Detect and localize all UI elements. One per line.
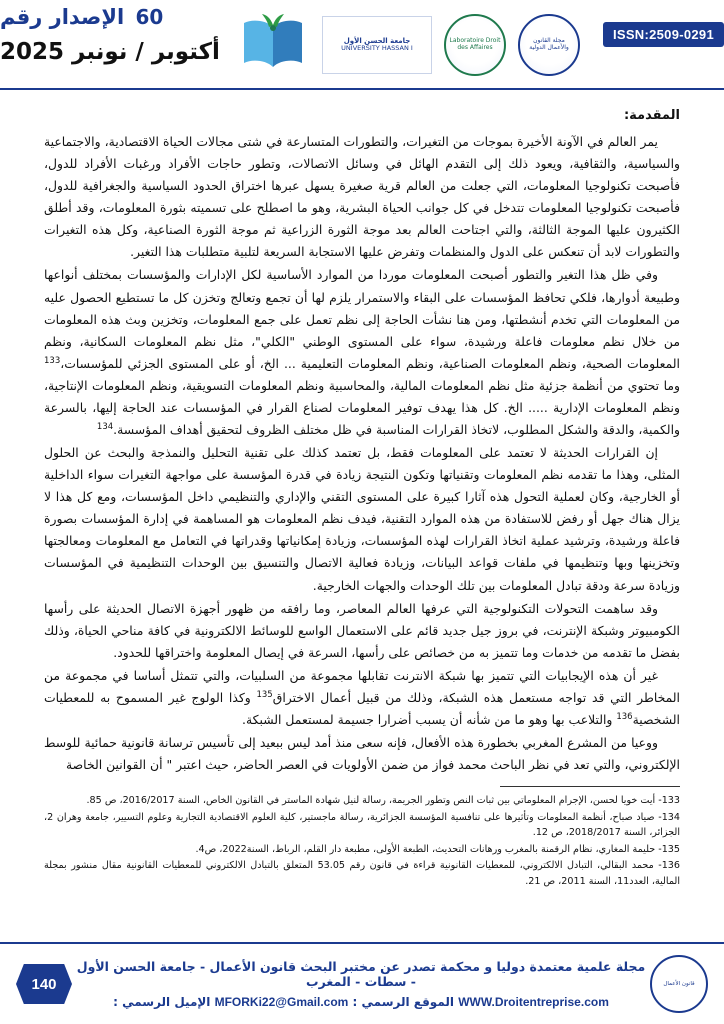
issue-line: [0, 6, 167, 29]
paragraph: يمر العالم في الآونة الأخيرة بموجات من التغيرات، والتطورات المتسارعة في شتى مجالات الحياة الاقتصادية، والاجتماعية والسياسية، والثقافية، ويعود ذلك إلى التقدم الهائل في وسائل الاتصالات، وتطور حاجات الأفراد ورغبات الأفراد للدول، فأصبحت تكنولوجيا المعلومات، التي جعلت من العالم قرية صغيرة يسهل عبرها اختراق الحدود السياسية والجغرافية للدول، فأصبحت تكنولوجيا المعلومات تتدخل في كل جوانب الحياة البشرية، وهو ما اصطلح على تسميته بثورة المعلومات، وقد أطلق الكثيرون عليها الموجة الثالثة، والتي اجتاحت العالم بعد موجة الثورة الزراعية ثم موجة الثورة الصناعية، وكل هذه التغيرات والتطورات لابد أن تنعكس على الدول والمنظمات وتفرض عليها الاستجابة السريعة لتلبية متطلبات هذا التغير.: [44, 134, 680, 260]
footer-description: مجلة علمية معتمدة دوليا و محكمة تصدر عن مختبر البحث قانون الأعمال - جامعة الحسن الأول - سطات - المغرب: [76, 959, 646, 989]
paragraph: وفي ظل هذا التغير والتطور أصبحت المعلومات موردا من الموارد الأساسية لكل الإدارات والمؤسسات بمختلف أنواعها وطبيعة أدوارها، فلكي تحافظ المؤسسات على البقاء والاستمرار يلزم لها أن تجمع وتعالج وتخزن كل ما تستطيع الحصول عليه من المعلومات التي تخدم أنشطتها، ومن هنا نشأت الحاجة إلى نظم تعمل على جمع المعلومات، وتخزين وبث هذه المعلومات من خلال نظم معلومات فاعلة ورشيدة، سواء على المستوى الوطني "الكلي"، مثل نظم المعلومات السكانية، ونظم المعلومات الصحية، ونظم المعلومات الصناعية، ونظم المعلومات التعليمية ... الخ، أو على المستوى الجزئي للمؤسسات،$^{133}$ وما تحتوي من أنظمة جزئية مثل نظم المعلومات المالية، والمحاسبية ونظم المعلومات التسويقية، ونظم المعلومات الإنتاجية، ونظم المعلومات الإدارية ..... الخ. كل هذا يهدف توفير المعلومات لصناع القرار في المؤسسات عند الحاجة إليها، بالسرعة والكمية، والدقة والشكل المطلوب، لاتخاذ القرارات المناسبة في ظل مختلف الظروف لتحقيق أهداف المؤسسة.$^{134}$: [44, 267, 680, 438]
journal-logo-icon: [518, 14, 580, 76]
header-left: [580, 0, 724, 88]
footnote-item: 135- حليمة المغاري، نظام الرقمنة بالمغرب ورهانات التحديث، الطبعة الأولى، مطبعة دار القلم، الرباط، السنة2022، ص4.: [195, 843, 680, 855]
footnote-item: 134- صياد صباح، أنظمة المعلومات وتأثيرها على تنافسية المؤسسة الجزائرية، رسالة ماجستير، كلية العلوم الاقتصادية التجارية وعلوم التسيير، جامعة وهران 2، الجزائر، السنة 2018/2017، ص 12.: [44, 811, 680, 839]
page-footer: [0, 942, 724, 1024]
footnote-item: 133- أيت خويا لحسن، الإجرام المعلوماتي بين ثبات النص وتطور الجريمة، رسالة لنيل شهادة الماستر في القانون الخاص، السنة 2016/2017، ص 85.: [86, 795, 680, 807]
journal-logo-text: مجلة القانون والأعمال الدولية: [529, 37, 569, 51]
footer-contact: [72, 995, 650, 1009]
laboratory-logo-icon: [444, 14, 506, 76]
page-header: [0, 0, 724, 90]
issue-number: 60: [131, 6, 167, 28]
page-number-badge: [16, 964, 72, 1004]
book-emblem-icon: [236, 12, 310, 78]
university-logo-subtext: UNIVERSITY HASSAN I: [341, 44, 413, 53]
university-logo-icon: [322, 16, 432, 74]
paragraph: وقد ساهمت التحولات التكنولوجية التي عرفها العالم المعاصر، وما رافقه من ظهور أجهزة الاتصال الحديثة على رأسها الكومبيوتر وشبكة الإنترنت، في بروز جيل جديد قائم على الاستعمال الواسع للوسائط الالكترونية في كافة مناحي الحياة، وذلك بفضل ما تقدمه من خدمات وما تتميز به من خصائص على رأسها، السرعة في إيصال المعلومة واختراقها للحدود.: [44, 600, 680, 660]
page-number: 140: [31, 975, 57, 993]
footnote-item: 136- محمد البقالي، التبادل الالكتروني، للمعطيات القانونية قراءة في قانون رقم 53.05 المتعلق بالتبادل الالكتروني للمعطيات القانونية مقال منشور بمجلة المالية، العدد11، السنة 2011، ص 21.: [44, 860, 681, 887]
issue-date: أكتوبر / نونبر 2025: [0, 39, 220, 66]
section-title: المقدمة:: [623, 108, 680, 123]
paragraph: غير أن هذه الإيجابيات التي تتميز بها شبكة الانترنت تقابلها مجموعة من السلبيات، والتي تتمثل أساسا في مجموعة من المخاطر التي قد تواجه مستعمل هذه الشبكة، وذلك من قبيل أعمال الاختراق$^{135}$ وكذا الولوج غير المسموح به للمعطيات الشخصية$^{136}$ والتلاعب بها وهو ما من شأنه أن يسبب أضرارا جسيمة لمستعمل الشبكة.: [44, 667, 680, 728]
footer-website-label: الموقع الرسمي :: [352, 995, 454, 1009]
issn-badge: ISSN:2509-0291: [603, 22, 724, 47]
footer-website[interactable]: WWW.Droitentreprise.com: [458, 995, 609, 1009]
university-logo-text: جامعة الحسن الأول: [343, 36, 411, 45]
footnotes-section: [0, 786, 724, 889]
paragraph: إن القرارات الحديثة لا تعتمد على المعلومات فقط، بل تعتمد كذلك على تقنية التحليل والنمذجة والبحث عن الحلول المثلى، وهذا ما تقدمه نظم المعلومات وتقنياتها وتكون النتيجة زيادة في قدرة المؤسسة على مواجهة التغيرات سواء الداخلية أو الخارجية، وكان لعملية التحول هذه آثارا كبيرة على المستوى التقني والإداري والتنظيمي داخل المؤسسات، ومع كل هذا لا يزال هناك جهل أو رفض للاستفادة من هذه الموارد التقنية، فيدف نظم المعلومات هو المساهمة في إدارة المؤسسات بصورة فاعلة ورشيدة، وترشيد عملية اتخاذ القرارات لهذه المؤسسات، وزيادة إمكانياتها وقدراتها في التعامل مع المعلومات ومعالجتها وتخزينها وبها وتنظيمها في ملفات قواعد البيانات، وزيادة فعالية الاتصال والتنسيق بين الوحدات التنظيمية في المؤسسات وزيادة سرعة ودقة تبادل المعلومات بين تلك الوحدات والجهات الخارجية.: [44, 445, 680, 593]
footnote-separator: [500, 786, 680, 787]
footer-email[interactable]: MFORKi22@Gmail.com: [214, 995, 349, 1009]
footer-laboratory-logo-icon: [650, 955, 708, 1013]
footer-email-label: الإميل الرسمي :: [113, 995, 211, 1009]
header-logos: [236, 0, 580, 88]
footer-text: [72, 959, 650, 1009]
document-body: [0, 90, 724, 776]
footer-logo-text: قانون الأعمال: [663, 980, 695, 987]
paragraph: ووعيا من المشرع المغربي بخطورة هذه الأفعال، فإنه سعى منذ أمد ليس ببعيد إلى تأسيس ترسانة قانونية حمائية للوسط الإلكتروني، والتي تعد في نظر الباحث محمد فواز من ضمن الأولويات في العصر الحاضر، حيث اعتبر " أن القوانين الخاصة: [44, 735, 680, 773]
laboratory-logo-text: Laboratoire Droit des Affaires: [449, 37, 501, 51]
issue-label: الإصدار رقم: [0, 5, 125, 29]
header-issue-info: [0, 0, 236, 88]
